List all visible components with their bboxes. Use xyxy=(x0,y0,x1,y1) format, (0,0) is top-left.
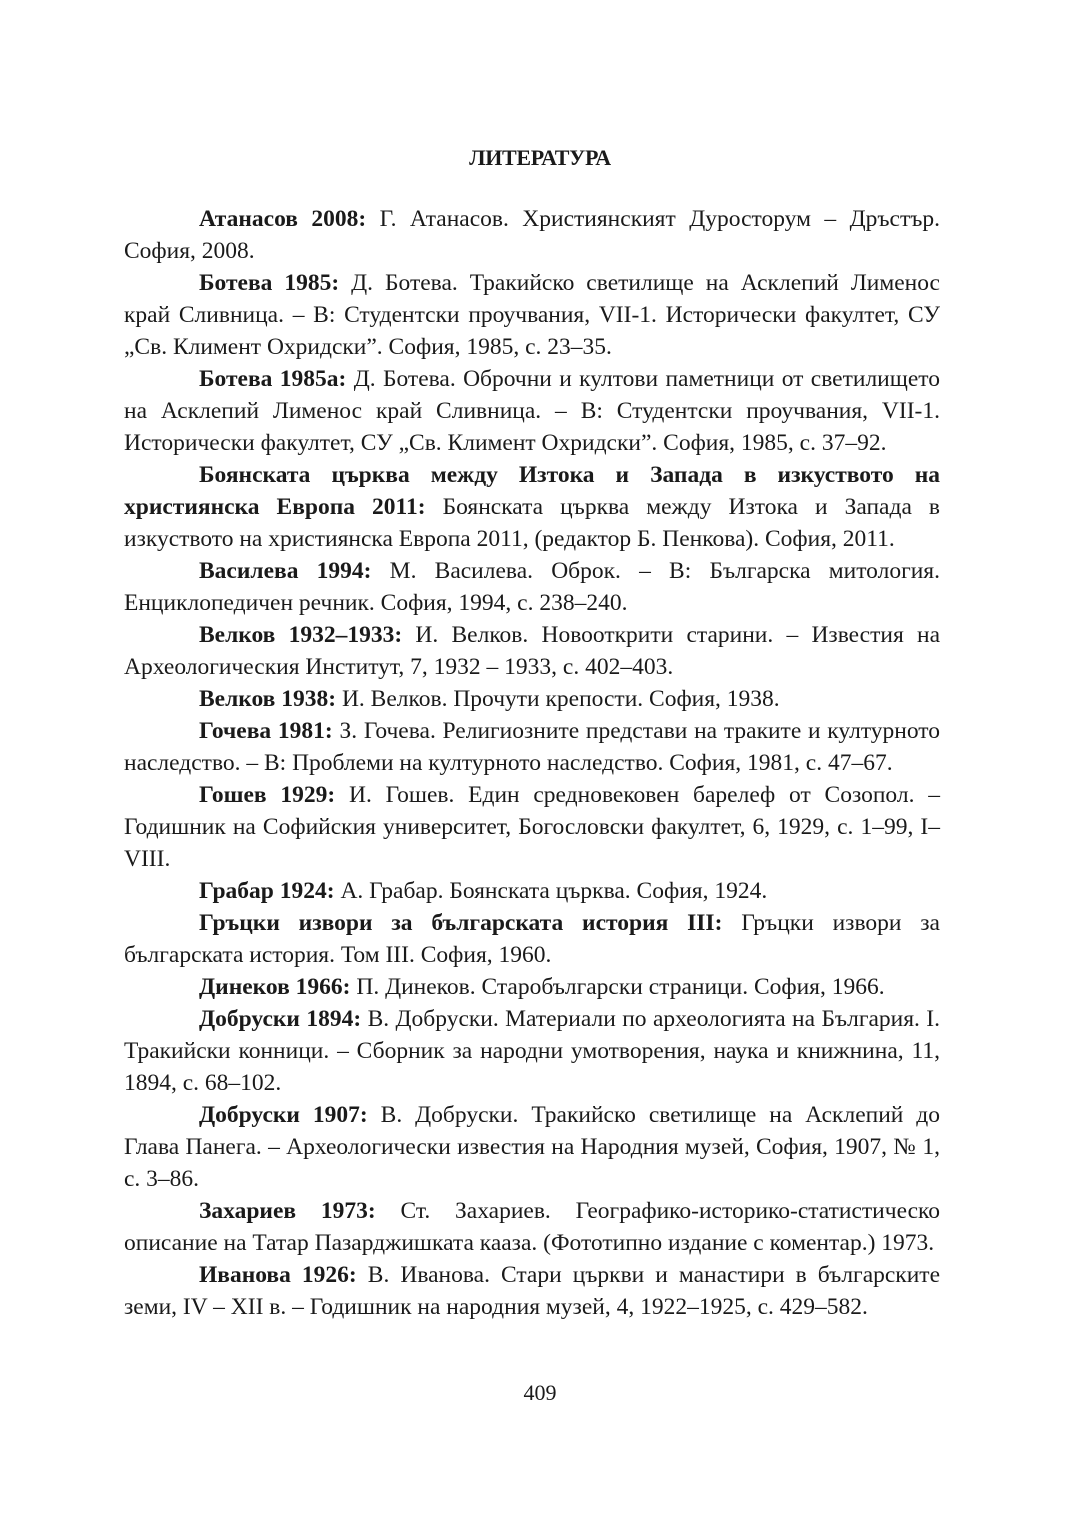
reference-entry xyxy=(124,363,940,459)
reference-text: В. Добруски. Материали по археологията на България. I. Тракийски конници. – Сборник за народни умотворения, наука и книжнина, 11, 1894, с. 68–102. xyxy=(124,1006,940,1096)
reference-key: Иванова 1926: xyxy=(199,1262,357,1288)
reference-entry xyxy=(124,683,940,715)
reference-list xyxy=(124,203,940,1323)
reference-key: Добруски 1894: xyxy=(199,1006,362,1032)
reference-entry xyxy=(124,459,940,555)
reference-key: Гръцки извори за българската история III: xyxy=(199,910,723,936)
reference-key: Захариев 1973: xyxy=(199,1198,376,1224)
reference-text: Ст. Захариев. Географико-историко-статистическо описание на Татар Пазарджишката кааза. (Фототипно издание с коментар.) 1973. xyxy=(124,1198,940,1256)
reference-key: Велков 1938: xyxy=(199,686,337,712)
reference-text: Д. Ботева. Тракийско светилище на Асклепий Лименос край Сливница. – В: Студентски проучвания, VII-1. Исторически факултет, СУ „Св. Климент Охридски”. София, 1985, с. 23–35. xyxy=(124,270,940,360)
reference-entry xyxy=(124,971,940,1003)
reference-text: П. Динеков. Старобългарски страници. София, 1966. xyxy=(350,974,885,1000)
reference-entry xyxy=(124,1259,940,1323)
reference-text: З. Гочева. Религиозните представи на траките и културното наследство. – В: Проблеми на културното наследство. София, 1981, с. 47–67. xyxy=(124,718,941,776)
reference-entry xyxy=(124,619,940,683)
reference-entry xyxy=(124,779,940,875)
reference-text: Д. Ботева. Оброчни и култови паметници от светилището на Асклепий Лименос край Сливница. – В: Студентски проучвания, VII-1. Исторически факултет, СУ „Св. Климент Охридски”. София, 1985, с. 37–92. xyxy=(124,366,940,456)
reference-key: Ботева 1985: xyxy=(199,270,340,296)
reference-key: Добруски 1907: xyxy=(199,1102,368,1128)
reference-entry xyxy=(124,907,940,971)
reference-entry xyxy=(124,715,940,779)
reference-text: В. Иванова. Стари църкви и манастири в българските земи, IV – XII в. – Годишник на народния музей, 4, 1922–1925, с. 429–582. xyxy=(124,1262,940,1320)
page-number: 409 xyxy=(523,1380,557,1405)
reference-key: Гошев 1929: xyxy=(199,782,336,808)
page-heading: ЛИТЕРАТУРА xyxy=(469,145,611,170)
reference-text: В. Добруски. Тракийско светилище на Асклепий до Глава Панега. – Археологически известия на Народния музей, София, 1907, № 1, с. 3–86. xyxy=(124,1102,940,1192)
reference-text: И. Велков. Новооткрити старини. – Известия на Археологическия Институт, 7, 1932 – 1933, с. 402–403. xyxy=(124,622,940,680)
reference-entry xyxy=(124,267,940,363)
reference-text: Боянската църква между Изтока и Запада в изкуството на християнска Европа 2011, (редактор Б. Пенкова). София, 2011. xyxy=(124,494,940,552)
reference-key: Боянската църква между Изтока и Запада в изкуството на християнска Европа 2011: xyxy=(124,462,940,520)
reference-key: Ботева 1985а: xyxy=(199,366,347,392)
reference-key: Велков 1932–1933: xyxy=(199,622,403,648)
reference-text: А. Грабар. Боянската църква. София, 1924. xyxy=(334,878,768,904)
reference-key: Грабар 1924: xyxy=(199,878,335,904)
reference-key: Василева 1994: xyxy=(199,558,372,584)
reference-entry xyxy=(124,875,940,907)
reference-key: Динеков 1966: xyxy=(199,974,351,1000)
reference-text: Гръцки извори за българската история. Том III. София, 1960. xyxy=(124,910,940,968)
reference-text: И. Велков. Прочути крепости. София, 1938. xyxy=(336,686,780,712)
reference-entry xyxy=(124,1099,940,1195)
reference-text: И. Гошев. Един средновековен барелеф от Созопол. – Годишник на Софийския университет, Богословски факултет, 6, 1929, с. 1–99, I–VIII. xyxy=(124,782,940,872)
reference-entry xyxy=(124,203,940,267)
reference-text: М. Василева. Оброк. – В: Българска митология. Енциклопедичен речник. София, 1994, с. 238–240. xyxy=(124,558,940,616)
reference-entry xyxy=(124,1195,940,1259)
reference-entry xyxy=(124,1003,940,1099)
reference-text: Г. Атанасов. Християнският Дуросторум – Дръстър. София, 2008. xyxy=(124,206,940,264)
reference-entry xyxy=(124,555,940,619)
reference-key: Атанасов 2008: xyxy=(199,206,367,232)
reference-key: Гочева 1981: xyxy=(199,718,333,744)
